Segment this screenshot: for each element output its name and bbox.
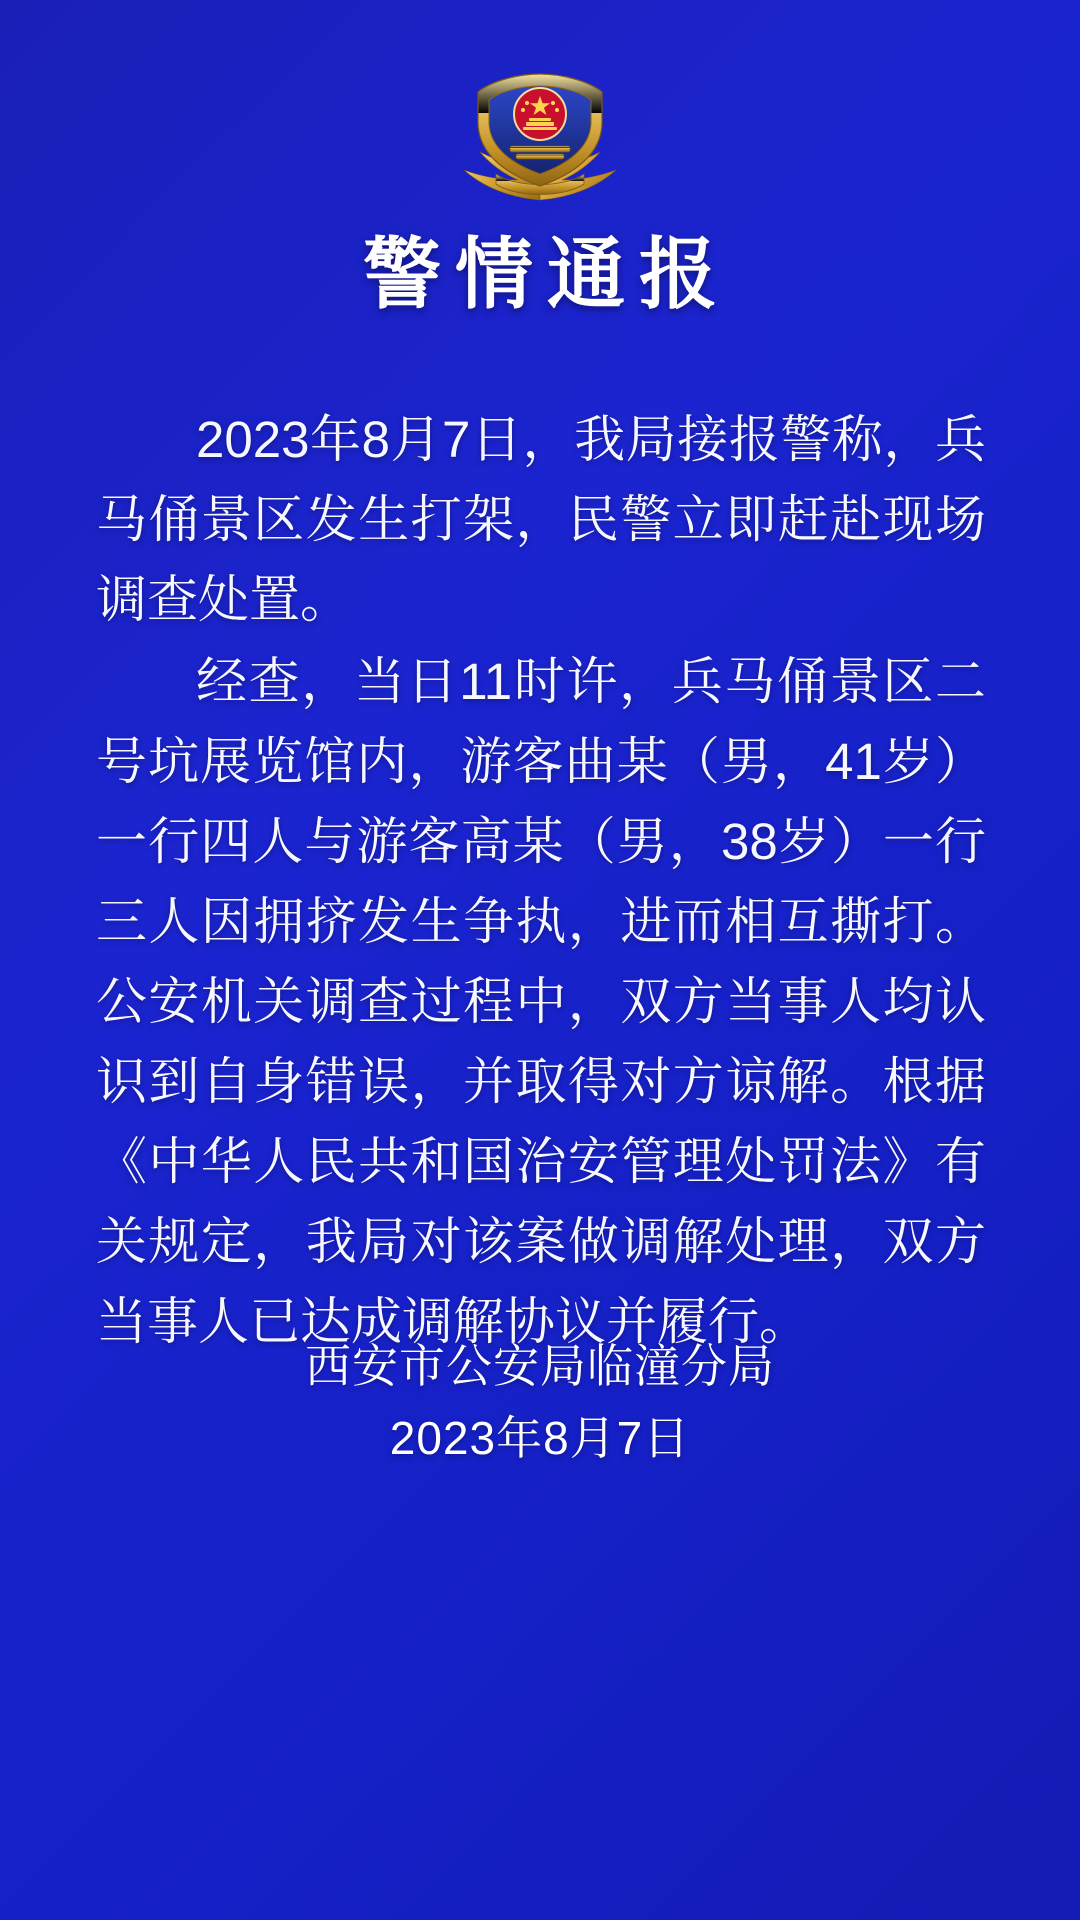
china-police-emblem-icon [440, 48, 640, 218]
notice-paragraph-1: 2023年8月7日，我局接报警称，兵马俑景区发生打架，民警立即赶赴现场调查处置。 [96, 411, 986, 628]
page-title: 警情通报 [362, 230, 731, 318]
notice-body [96, 400, 986, 1364]
notice-paragraph-2: 经查，当日11时许，兵马俑景区二号坑展览馆内，游客曲某（男，41岁）一行四人与游客高某（男，38岁）一行三人因拥挤发生争执，进而相互撕打。公安机关调查过程中，双方当事人均认识到自身错误，并取得对方谅解。根据《中华人民共和国治安管理处罚法》有关规定，我局对该案做调解处理，双方当事人已达成调解协议并履行。 [96, 653, 986, 1350]
emblem-container [0, 48, 1080, 218]
signature-block [0, 1330, 1080, 1474]
issue-date: 2023年8月7日 [389, 1412, 691, 1464]
issuing-authority: 西安市公安局临潼分局 [305, 1340, 775, 1392]
